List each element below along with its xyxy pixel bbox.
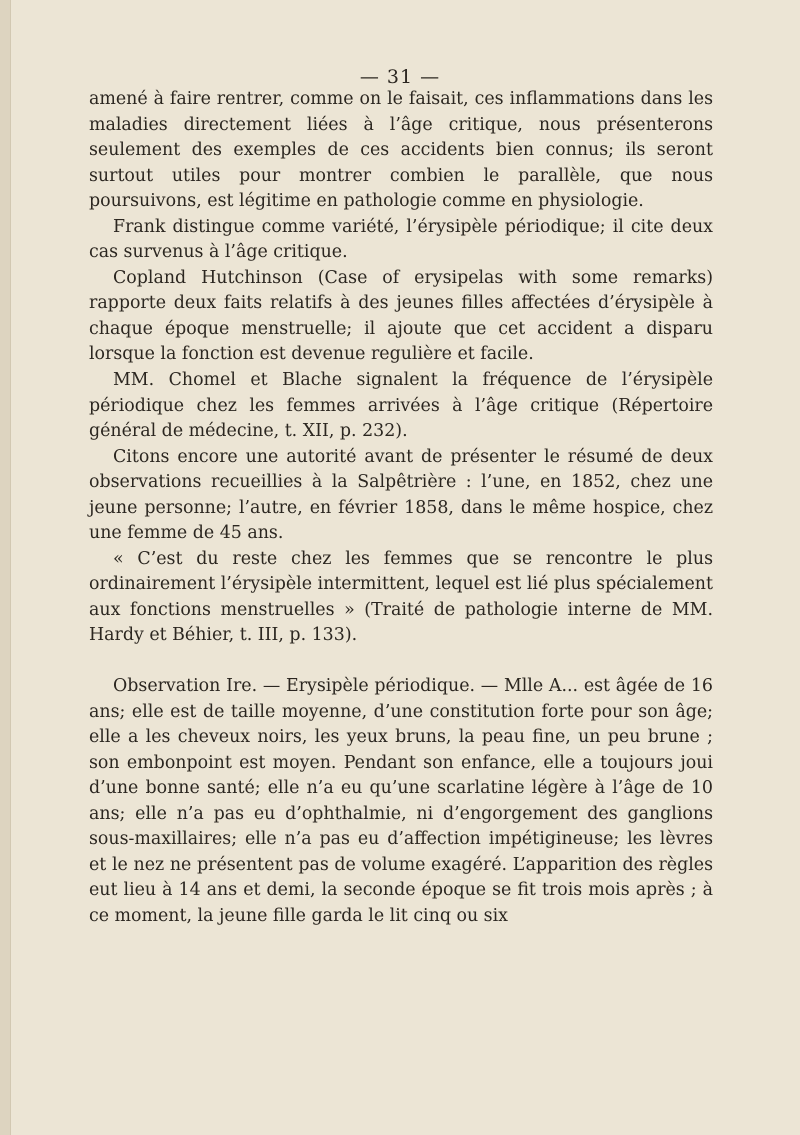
page-edge xyxy=(0,0,11,1135)
observation-paragraph: Observation Ire. — Erysipèle périodique. — Mlle A... est âgée de 16 ans; elle est de taille moyenne, d’une constitution forte pour son âge; elle a les cheveux noirs, les yeux bruns, la peau fine, un peu brune ; son embonpoint est moyen. Pendant son enfance, elle a toujours joui d’une bonne santé; elle n’a eu qu’une scarlatine légère à l’âge de 10 ans; elle n’a pas eu d’ophthalmie, ni d’engorgement des ganglions sous-maxillaires; elle n’a pas eu d’affection impétigineuse; les lèvres et le nez ne présentent pas de volume exagéré. L’apparition des règles eut lieu à 14 ans et demi, la seconde époque se fit trois mois après ; à ce moment, la jeune fille garda le lit cinq ou six xyxy=(89,676,713,926)
body-text xyxy=(89,87,713,930)
paragraph: MM. Chomel et Blache signalent la fréquence de l’érysipèle périodique chez les femmes arrivées à l’âge critique (Répertoire général de médecine, t. XII, p. 232). xyxy=(89,370,713,442)
paragraph: amené à faire rentrer, comme on le faisait, ces inflammations dans les maladies directement liées à l’âge critique, nous présenterons seulement des exemples de ces accidents bien connus; ils seront surtout utiles pour montrer combien le parallèle, que nous poursuivons, est légitime en pathologie comme en physiologie. xyxy=(89,89,713,212)
paragraph: Frank distingue comme variété, l’érysipèle périodique; il cite deux cas survenus à l’âge critique. xyxy=(89,216,713,263)
paragraph: Citons encore une autorité avant de présenter le résumé de deux observations recueillies à la Salpêtrière : l’une, en 1852, chez une jeune personne; l’autre, en février 1858, dans le même hospice, chez une femme de 45 ans. xyxy=(89,446,713,544)
page-number: — 31 — xyxy=(359,66,441,88)
paragraph: « C’est du reste chez les femmes que se rencontre le plus ordinairement l’érysipèle intermittent, lequel est lié plus spécialement aux fonctions menstruelles » (Traité de pathologie interne de MM. Hardy et Béhier, t. III, p. 133). xyxy=(89,548,713,646)
paragraph: Copland Hutchinson (Case of erysipelas with some remarks) rapporte deux faits relatifs à des jeunes filles affectées d’érysipèle à chaque époque menstruelle; il ajoute que cet accident a disparu lorsque la fonction est devenue regulière et facile. xyxy=(89,267,713,365)
